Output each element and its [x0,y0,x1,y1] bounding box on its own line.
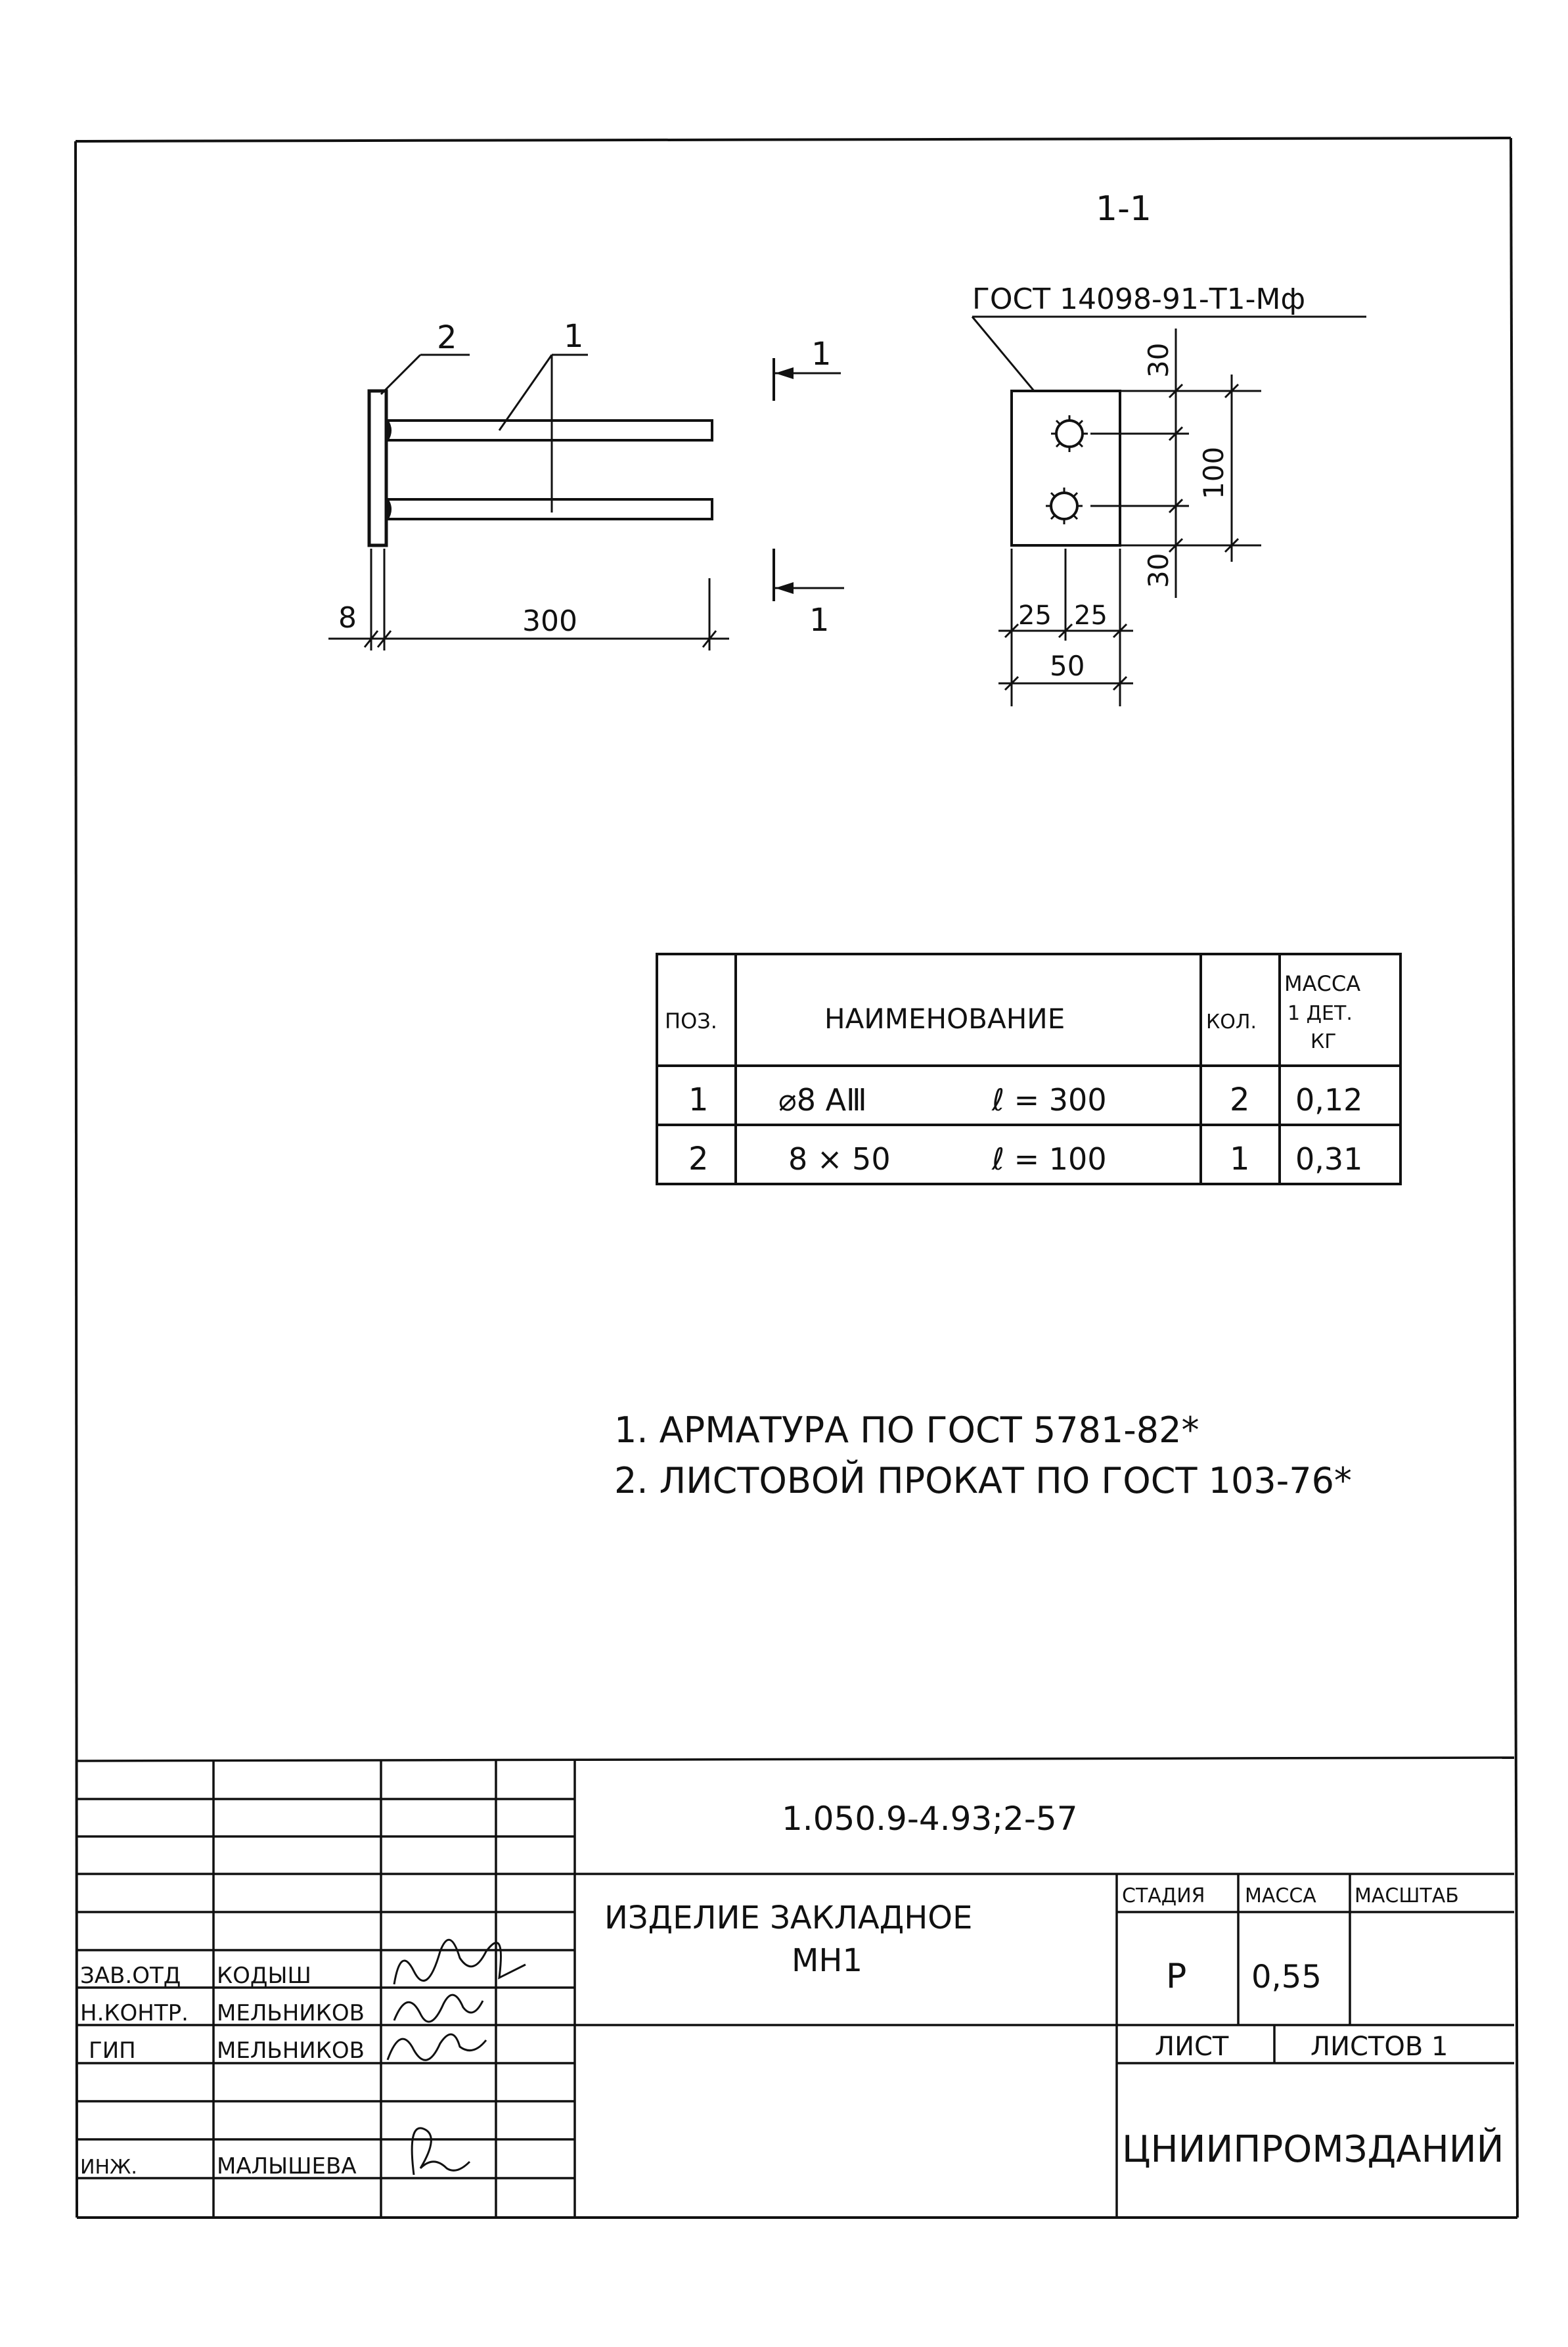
spec-row2-name: 8 × 50 [788,1141,891,1177]
spec-header-mass-2: 1 ДЕТ. [1288,1002,1353,1025]
section-view [972,189,1366,706]
signature [394,1995,483,2022]
rebar-bottom [386,499,712,519]
spec-row2-pos: 2 [688,1141,709,1177]
organization-name: ЦНИИПРОМЗДАНИЙ [1122,2128,1504,2171]
section-marker-top [774,336,841,401]
title-block [77,1758,1514,2218]
stage-header: СТАДИЯ [1122,1884,1205,1907]
callout-pos2 [381,319,470,394]
mass-value: 0,55 [1251,1959,1322,1995]
section-marker-top-label: 1 [811,336,832,373]
spec-row1-qty: 2 [1230,1082,1250,1118]
sheet-label: ЛИСТ [1155,2032,1229,2062]
signer-name: МЕЛЬНИКОВ [217,2038,365,2064]
weld-hole-top [1051,415,1088,452]
sheets-label: ЛИСТОВ 1 [1310,2032,1448,2062]
spec-row2-qty: 1 [1230,1141,1250,1177]
dim-half-width-right: 25 [1074,601,1108,631]
side-view [328,318,844,650]
item-title-line2: МН1 [792,1942,863,1979]
doc-code: 1.050.9-4.93;2-57 [782,1800,1078,1838]
spec-row1-length: ℓ = 300 [992,1082,1107,1118]
signer-name: МАЛЫШЕВА [217,2153,357,2179]
signer-name: МЕЛЬНИКОВ [217,2000,365,2026]
item-title-line1: ИЗДЕЛИЕ ЗАКЛАДНОЕ [604,1900,973,1936]
callout-pos1 [499,318,588,513]
spec-row1-pos: 1 [688,1082,709,1118]
dim-bottom-offset: 30 [1142,553,1175,588]
notes [614,1409,1352,1501]
signer-role: ЗАВ.ОТД [80,1963,181,1989]
signer-name: КОДЫШ [217,1963,311,1989]
spec-table [657,954,1400,1184]
weld-hole-bottom [1046,488,1083,524]
table-row [688,1141,1362,1177]
signer-role: ИНЖ. [80,2156,137,2179]
spec-header-mass-3: КГ [1310,1030,1337,1053]
spec-row1-mass: 0,12 [1295,1082,1363,1118]
weld-standard-label: ГОСТ 14098-91-Т1-Мф [972,283,1306,316]
signature [394,1940,526,1984]
dim-hole-spacing: 100 [1198,446,1230,499]
signer-row [80,1995,483,2026]
section-marker-bottom-label: 1 [809,602,830,639]
mass-header: МАССА [1245,1884,1316,1907]
spec-header-qty: КОЛ. [1206,1011,1257,1034]
spec-row2-length: ℓ = 100 [992,1141,1107,1177]
stage-value: Р [1166,1957,1187,1996]
rebar-top [386,421,712,440]
embedded-plate-front [1012,391,1120,545]
section-title: 1-1 [1096,189,1152,229]
note-2: 2. ЛИСТОВОЙ ПРОКАТ ПО ГОСТ 103-76* [614,1460,1352,1501]
dim-plate-width: 50 [1050,650,1085,682]
signer-row [89,2034,486,2064]
spec-header-mass-1: МАССА [1284,971,1361,996]
spec-row2-mass: 0,31 [1295,1141,1363,1177]
signature [412,2128,470,2175]
dim-top-offset: 30 [1142,342,1175,378]
table-row [688,1082,1362,1118]
signature [388,2034,486,2060]
spec-header-name: НАИМЕНОВАНИЕ [824,1003,1065,1035]
signer-role: ГИП [89,2038,136,2064]
scale-header: МАСШТАБ [1355,1884,1459,1907]
callout-pos2-label: 2 [437,319,457,356]
dim-half-width-left: 25 [1018,601,1052,631]
signer-row [80,2128,470,2179]
signer-role: Н.КОНТР. [80,2000,189,2026]
embedded-plate-side [369,391,386,545]
signer-row [80,1940,526,1989]
dim-bar-length: 300 [522,604,577,638]
spec-row1-name: ⌀8 АⅢ [778,1082,867,1118]
section-marker-bottom [774,549,844,639]
callout-pos1-label: 1 [564,318,584,355]
dim-plate-thickness: 8 [338,601,357,635]
note-1: 1. АРМАТУРА ПО ГОСТ 5781-82* [614,1409,1199,1451]
spec-header-pos: ПОЗ. [665,1009,717,1034]
